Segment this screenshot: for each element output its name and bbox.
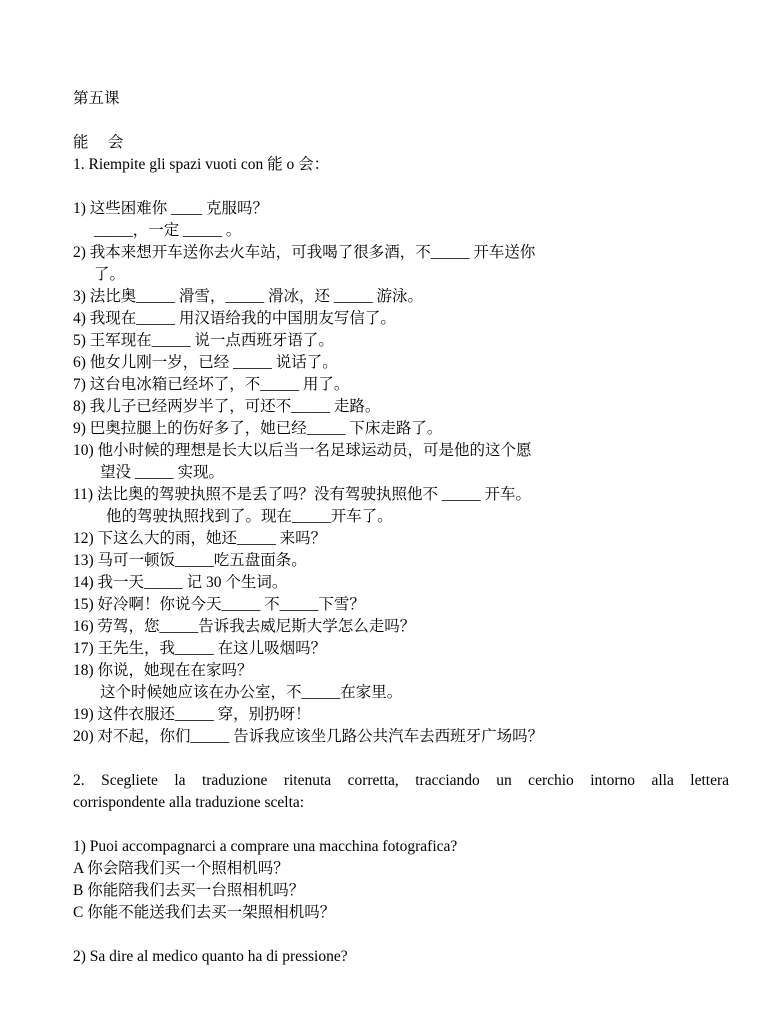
exercise-item: 18) 你说，她现在在家吗？ bbox=[73, 662, 253, 679]
exercise-item: 13) 马可一顿饭_____吃五盘面条。 bbox=[73, 552, 307, 569]
exercise-item: 12) 下这么大的雨，她还_____ 来吗？ bbox=[73, 530, 327, 547]
exercise-item: 2) 我本来想开车送你去火车站，可我喝了很多酒，不_____ 开车送你 bbox=[73, 244, 536, 261]
exercise-item: 3) 法比奥_____ 滑雪，_____ 滑冰，还 _____ 游泳。 bbox=[73, 288, 424, 305]
spacer bbox=[73, 176, 703, 198]
spacer bbox=[73, 814, 703, 836]
exercise-item: 9) 巴奥拉腿上的伤好多了，她已经_____ 下床走路了。 bbox=[73, 420, 443, 437]
exercise-item: 7) 这台电冰箱已经坏了，不_____ 用了。 bbox=[73, 376, 350, 393]
exercise-item: 15) 好冷啊！你说今天_____ 不_____下雪？ bbox=[73, 596, 365, 613]
exercise-item: 19) 这件衣服还_____ 穿，别扔呀！ bbox=[73, 706, 311, 723]
question-prompt: 2) Sa dire al medico quanto ha di pressione? bbox=[73, 948, 348, 965]
spacer bbox=[73, 924, 703, 946]
exercise-item-continuation: _____，一定 _____ 。 bbox=[94, 222, 242, 239]
spacer bbox=[73, 748, 703, 770]
answer-option-b[interactable]: B 你能陪我们去买一台照相机吗？ bbox=[73, 882, 305, 899]
answer-option-c[interactable]: C 你能不能送我们去买一架照相机吗？ bbox=[73, 904, 336, 921]
topic-heading: 能 会 bbox=[73, 134, 124, 151]
exercise1-instruction: 1. Riempite gli spazi vuoti con 能 o 会： bbox=[73, 156, 330, 173]
exercise-item: 8) 我儿子已经两岁半了，可还不_____ 走路。 bbox=[73, 398, 381, 415]
spacer bbox=[73, 110, 703, 132]
exercise-item: 5) 王军现在_____ 说一点西班牙语了。 bbox=[73, 332, 334, 349]
exercise-item-continuation: 他的驾驶执照找到了。现在_____开车了。 bbox=[106, 508, 393, 525]
exercise-item: 10) 他小时候的理想是长大以后当一名足球运动员，可是他的这个愿 bbox=[73, 442, 532, 459]
exercise-item-continuation: 了。 bbox=[94, 266, 126, 283]
exercise2-instruction-line1: 2. Scegliete la traduzione ritenuta corretta, tracciando un cerchio intorno alla lettera bbox=[73, 772, 729, 789]
exercise2-instruction-line2: corrispondente alla traduzione scelta: bbox=[73, 794, 305, 811]
exercise-item: 17) 王先生，我_____ 在这儿吸烟吗？ bbox=[73, 640, 327, 657]
document-page bbox=[73, 88, 729, 968]
exercise-item-continuation: 望没 _____ 实现。 bbox=[100, 464, 225, 481]
question-prompt: 1) Puoi accompagnarci a comprare una macchina fotografica? bbox=[73, 838, 458, 855]
lesson-title: 第五课 bbox=[73, 90, 120, 107]
exercise-item: 1) 这些困难你 ____ 克服吗？ bbox=[73, 200, 269, 217]
exercise-item-continuation: 这个时候她应该在办公室，不_____在家里。 bbox=[100, 684, 403, 701]
answer-option-a[interactable]: A 你会陪我们买一个照相机吗？ bbox=[73, 860, 289, 877]
exercise-item: 16) 劳驾，您_____告诉我去威尼斯大学怎么走吗？ bbox=[73, 618, 416, 635]
exercise-item: 6) 他女儿刚一岁，已经 _____ 说话了。 bbox=[73, 354, 338, 371]
exercise-item: 4) 我现在_____ 用汉语给我的中国朋友写信了。 bbox=[73, 310, 396, 327]
exercise-item: 14) 我一天_____ 记 30 个生词。 bbox=[73, 574, 288, 591]
exercise-item: 20) 对不起，你们_____ 告诉我应该坐几路公共汽车去西班牙广场吗？ bbox=[73, 728, 544, 745]
exercise-item: 11) 法比奥的驾驶执照不是丢了吗？没有驾驶执照他不 _____ 开车。 bbox=[73, 486, 531, 503]
